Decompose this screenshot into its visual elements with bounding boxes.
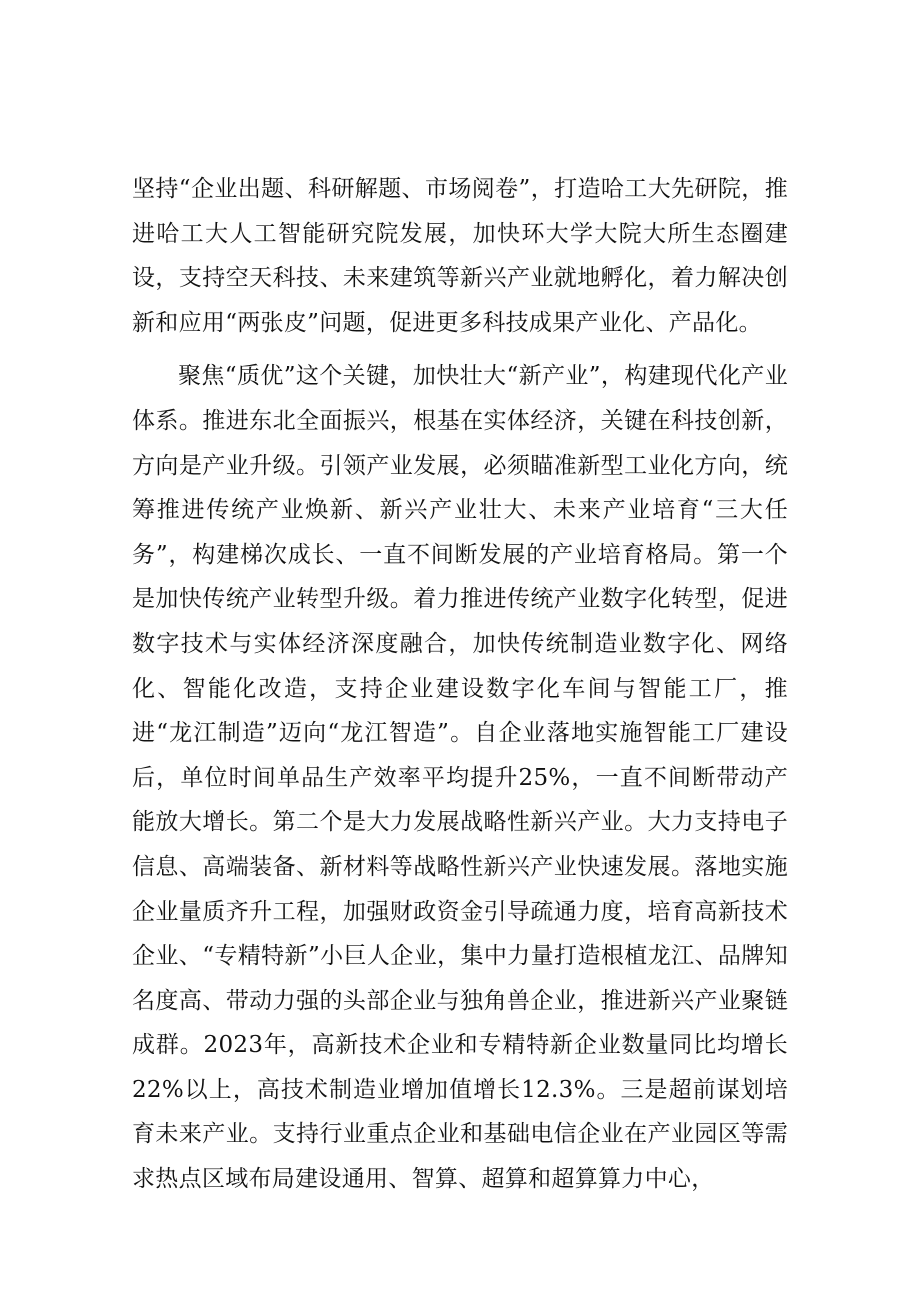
document-body bbox=[132, 167, 788, 1202]
paragraph-innovation-ecosystem: 坚持“企业出题、科研解题、市场阅卷”，打造哈工大先研院，推进哈工大人工智能研究院发展，加快环大学大院大所生态圈建设，支持空天科技、未来建筑等新兴产业就地孵化，着力解决创新和应用“两张皮”问题，促进更多科技成果产业化、产品化。 bbox=[132, 176, 788, 336]
paragraph-modern-industry-system: 聚焦“质优”这个关键，加快壮大“新产业”，构建现代化产业体系。推进东北全面振兴，根基在实体经济，关键在科技创新，方向是产业升级。引领产业发展，必须瞄准新型工业化方向，统筹推进传统产业焕新、新兴产业壮大、未来产业培育“三大任务”，构建梯次成长、一直不间断发展的产业培育格局。第一个是加快传统产业转型升级。着力推进传统产业数字化转型，促进数字技术与实体经济深度融合，加快传统制造业数字化、网络化、智能化改造，支持企业建设数字化车间与智能工厂，推进“龙江制造”迈向“龙江智造”。自企业落地实施智能工厂建设后，单位时间单品生产效率平均提升25%，一直不间断带动产能放大增长。第二个是大力发展战略性新兴产业。大力支持电子信息、高端装备、新材料等战略性新兴产业快速发展。落地实施企业量质齐升工程，加强财政资金引导疏通力度，培育高新技术企业、“专精特新”小巨人企业，集中力量打造根植龙江、品牌知名度高、带动力强的头部企业与独角兽企业，推进新兴产业聚链成群。2023年，高新技术企业和专精特新企业数量同比均增长22%以上，高技术制造业增加值增长12.3%。三是超前谋划培育未来产业。支持行业重点企业和基础电信企业在产业园区等需求热点区域布局建设通用、智算、超算和超算算力中心， bbox=[132, 363, 788, 1193]
